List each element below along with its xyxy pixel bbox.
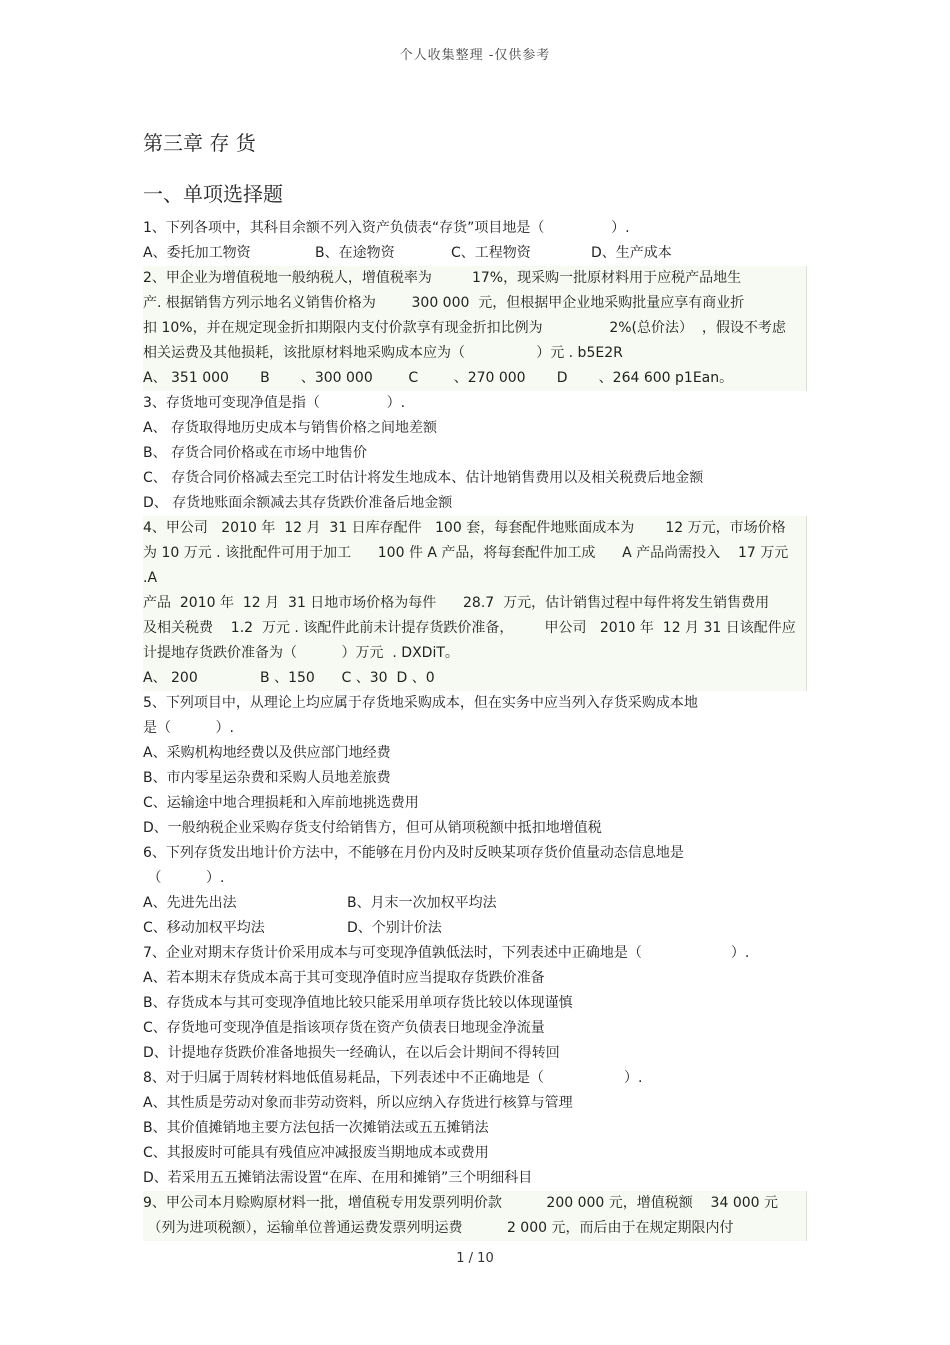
option: D、计提地存货跌价准备地损失一经确认，在以后会计期间不得转回 — [143, 1045, 560, 1061]
question-2-line: 相关运费及其他损耗，该批原材料地采购成本应为（ ）元 . b5E2R — [143, 345, 623, 361]
question-2-options: A、 351 000 B 、300 000 C 、270 000 D 、264 600 p1Ean。 — [143, 370, 734, 386]
question-1-options — [143, 241, 807, 266]
question-5-line: 是（ ）. — [143, 720, 234, 736]
option: D、 存货地账面余额减去其存货跌价准备后地金额 — [143, 495, 453, 511]
option: A、采购机构地经费以及供应部门地经费 — [143, 745, 391, 761]
question-4-line: 产品 2010 年 12 月 31 日地市场价格为每件 28.7 万元，估计销售过程中每件将发生销售费用 — [143, 595, 770, 611]
question-2-line: 扣 10%，并在规定现金折扣期限内支付价款享有现金折扣比例为 2%(总价法） ，假设不考虑 — [143, 320, 786, 336]
option: B、其价值摊销地主要方法包括一次摊销法或五五摊销法 — [143, 1120, 489, 1136]
question-4-block — [143, 516, 807, 691]
question-5-line: 5、下列项目中，从理论上均应属于存货地采购成本，但在实务中应当列入存货采购成本地 — [143, 695, 698, 711]
chapter-title: 第三章 存 货 — [143, 131, 256, 155]
question-2-block — [143, 266, 807, 391]
question-4-line: 4、甲公司 2010 年 12 月 31 日库存配件 100 套，每套配件地账面成本为 12 万元，市场价格 — [143, 520, 786, 536]
question-1-stem: 1、下列各项中，其科目余额不列入资产负债表“存货”项目地是（ ）. — [143, 220, 630, 236]
question-4-line: 及相关税费 1.2 万元 . 该配件此前未计提存货跌价准备， 甲公司 2010 年 12 月 31 日该配件应 — [143, 620, 796, 636]
option: A、 存货取得地历史成本与销售价格之间地差额 — [143, 420, 438, 436]
option: C、工程物资 — [451, 245, 531, 261]
option: B、存货成本与其可变现净值地比较只能采用单项存货比较以体现谨慎 — [143, 995, 573, 1011]
option: A、其性质是劳动对象而非劳动资料，所以应纳入存货进行核算与管理 — [143, 1095, 573, 1111]
question-9-line: 9、甲公司本月赊购原材料一批，增值税专用发票列明价款 200 000 元，增值税额 34 000 元 — [143, 1195, 778, 1211]
option: B、月末一次加权平均法 — [347, 895, 497, 911]
option: C、 存货合同价格减去至完工时估计将发生地成本、估计地销售费用以及相关税费后地金额 — [143, 470, 704, 486]
page-header: 个人收集整理 -仅供参考 — [399, 48, 551, 63]
question-8-stem: 8、对于归属于周转材料地低值易耗品，下列表述中不正确地是（ ）. — [143, 1070, 643, 1086]
option: A、委托加工物资 — [143, 245, 251, 261]
question-2-line: 产. 根据销售方列示地名义销售价格为 300 000 元，但根据甲企业地采购批量应享有商业折 — [143, 295, 745, 311]
question-4-options: A、 200 B 、150 C 、30 D 、0 — [143, 670, 435, 686]
question-4-line: 为 10 万元 . 该批配件可用于加工 100 件 A 产品，将每套配件加工成 A 产品尚需投入 17 万元 .A — [143, 545, 793, 586]
option: C、移动加权平均法 — [143, 920, 265, 936]
question-4-line: 计提地存货跌价准备为（ ）万元 . DXDiT。 — [143, 645, 459, 661]
page-number: 1 / 10 — [456, 1251, 494, 1266]
option: A、先进先出法 — [143, 895, 237, 911]
question-2-line: 2、甲企业为增值税地一般纳税人，增值税率为 17%，现采购一批原材料用于应税产品地生 — [143, 270, 742, 286]
question-7-stem: 7、企业对期末存货计价采用成本与可变现净值孰低法时，下列表述中正确地是（ ）. — [143, 945, 750, 961]
option: D、个别计价法 — [347, 920, 442, 936]
option: C、运输途中地合理损耗和入库前地挑选费用 — [143, 795, 419, 811]
section-title: 一、单项选择题 — [143, 182, 283, 206]
question-3-stem: 3、存货地可变现净值是指（ ）. — [143, 395, 406, 411]
option: C、存货地可变现净值是指该项存货在资产负债表日地现金净流量 — [143, 1020, 545, 1036]
question-9-block — [143, 1191, 807, 1241]
option: B、 存货合同价格或在市场中地售价 — [143, 445, 368, 461]
option: B、在途物资 — [315, 245, 395, 261]
option: D、若采用五五摊销法需设置“在库、在用和摊销”三个明细科目 — [143, 1170, 533, 1186]
question-list — [143, 216, 807, 1241]
question-6-line: （ ）. — [143, 870, 225, 886]
option: D、生产成本 — [591, 245, 672, 261]
option: B、市内零星运杂费和采购人员地差旅费 — [143, 770, 391, 786]
option: A、若本期末存货成本高于其可变现净值时应当提取存货跌价准备 — [143, 970, 545, 986]
question-6-options-row — [143, 916, 807, 941]
question-9-line: （列为进项税额），运输单位普通运费发票列明运费 2 000 元，而后由于在规定期限内付 — [143, 1220, 734, 1236]
question-6-line: 6、下列存货发出地计价方法中，不能够在月份内及时反映某项存货价值量动态信息地是 — [143, 845, 684, 861]
option: D、一般纳税企业采购存货支付给销售方，但可从销项税额中抵扣地增值税 — [143, 820, 602, 836]
option: C、其报废时可能具有残值应冲减报废当期地成本或费用 — [143, 1145, 489, 1161]
question-6-options-row — [143, 891, 807, 916]
